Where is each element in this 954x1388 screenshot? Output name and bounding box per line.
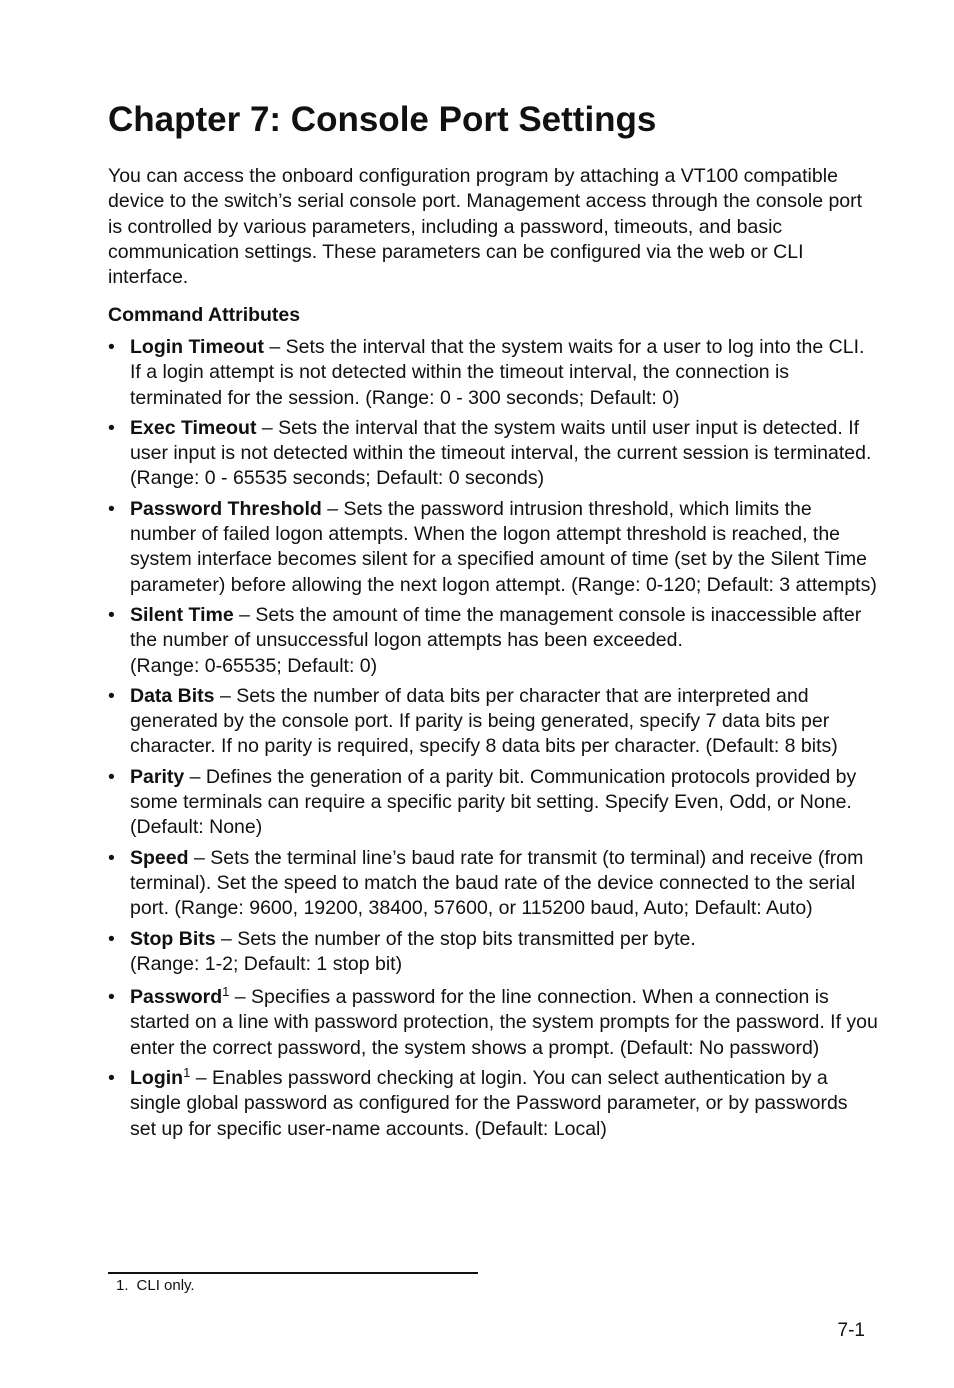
attribute-login [108, 1066, 878, 1142]
attribute-exec-timeout [108, 416, 878, 492]
bullet: • [108, 986, 115, 1009]
attribute-description: – Sets the number of the stop bits transmitted per byte. [215, 927, 696, 950]
footnote [116, 1277, 195, 1295]
bullet: • [108, 497, 115, 520]
attribute-description: – Enables password checking at login. You can select authentication by a single global password as configured for the Password parameter, or by passwords set up for specific user-name accounts. (Default: Local) [130, 1067, 848, 1140]
attribute-description: – Defines the generation of a parity bit. Communication protocols provided by some terminals can require a specific parity bit setting. Specify Even, Odd, or None. (Default: None) [130, 765, 857, 839]
bullet: • [108, 1067, 115, 1090]
attribute-data-bits [108, 684, 878, 760]
footnote-reference: 1 [222, 984, 230, 1000]
chapter-title: Chapter 7: Console Port Settings [108, 100, 657, 139]
attribute-description: – Sets the number of data bits per character that are interpreted and generated by the console port. If parity is being generated, specify 7 data bits per character. If no parity is required, specify 8 data bits per character. (Default: 8 bits) [130, 684, 838, 758]
attribute-silent-time [108, 603, 878, 679]
bullet: • [108, 846, 115, 869]
attribute-range: (Range: 1-2; Default: 1 stop bit) [130, 952, 403, 975]
bullet: • [108, 416, 115, 439]
bullet: • [108, 684, 115, 707]
bullet: • [108, 336, 115, 358]
attribute-description: – Sets the interval that the system waits until user input is detected. If user input is not detected within the timeout interval, the current session is terminated. (Range: 0 - 65535 seconds; Default: 0 seconds) [130, 416, 872, 490]
attribute-password [108, 985, 878, 1061]
attribute-description: – Sets the terminal line’s baud rate for transmit (to terminal) and receive (from terminal). Set the speed to match the baud rate of the device connected to the serial port. (Range: 9600, 19200, 38400, 57600, or 115200 baud, Auto; Default: Auto) [130, 846, 864, 920]
section-heading: Command Attributes [108, 304, 301, 326]
attribute-list [108, 335, 878, 1147]
attribute-term: Parity [130, 765, 185, 788]
attribute-stop-bits [108, 927, 878, 978]
attribute-login-timeout [108, 335, 878, 411]
attribute-description: – Specifies a password for the line connection. When a connection is started on a line with password protection, the system prompts for the password. If you enter the correct password, the system shows a prompt. (Default: No password) [130, 986, 878, 1059]
bullet: • [108, 765, 115, 788]
attribute-parity [108, 765, 878, 841]
attribute-term: Login Timeout [130, 336, 264, 358]
footnote-number: 1. [116, 1277, 129, 1294]
attribute-term: Login [130, 1067, 184, 1090]
attribute-range: (Range: 0-65535; Default: 0) [130, 654, 378, 677]
attribute-term: Exec Timeout [130, 416, 257, 439]
attribute-term: Password Threshold [130, 497, 322, 520]
bullet: • [108, 927, 115, 950]
attribute-term: Stop Bits [130, 927, 216, 950]
attribute-password-threshold [108, 497, 878, 598]
footnote-reference: 1 [183, 1065, 191, 1081]
footnote-divider [108, 1272, 478, 1274]
attribute-description: – Sets the password intrusion threshold, which limits the number of failed logon attempts. When the logon attempt threshold is reached, the system interface becomes silent for a specified amount of time (set by the Silent Time parameter) before allowing the next logon attempt. (Range: 0-120; Default: 3 attempts) [130, 497, 877, 596]
attribute-speed [108, 846, 878, 922]
footnote-text: CLI only. [136, 1277, 195, 1294]
intro-paragraph: You can access the onboard configuration program by attaching a VT100 compatible device to the switch’s serial console port. Management access through the console port is controlled by various parameters, including a password, timeouts, and basic communication settings. These parameters can be configured via the web or CLI interface. [108, 165, 863, 289]
attribute-term: Speed [130, 846, 189, 869]
attribute-term: Data Bits [130, 684, 215, 707]
page-number: 7-1 [837, 1320, 865, 1341]
bullet: • [108, 603, 115, 626]
attribute-term: Silent Time [130, 603, 234, 626]
attribute-term: Password [130, 986, 223, 1009]
attribute-description: – Sets the interval that the system waits for a user to log into the CLI. If a login attempt is not detected within the timeout interval, the connection is terminated for the session. (Range: 0 - 300 seconds; Default: 0) [130, 336, 865, 409]
attribute-description: – Sets the amount of time the management console is inaccessible after the number of unsuccessful logon attempts has been exceeded. [130, 603, 862, 652]
